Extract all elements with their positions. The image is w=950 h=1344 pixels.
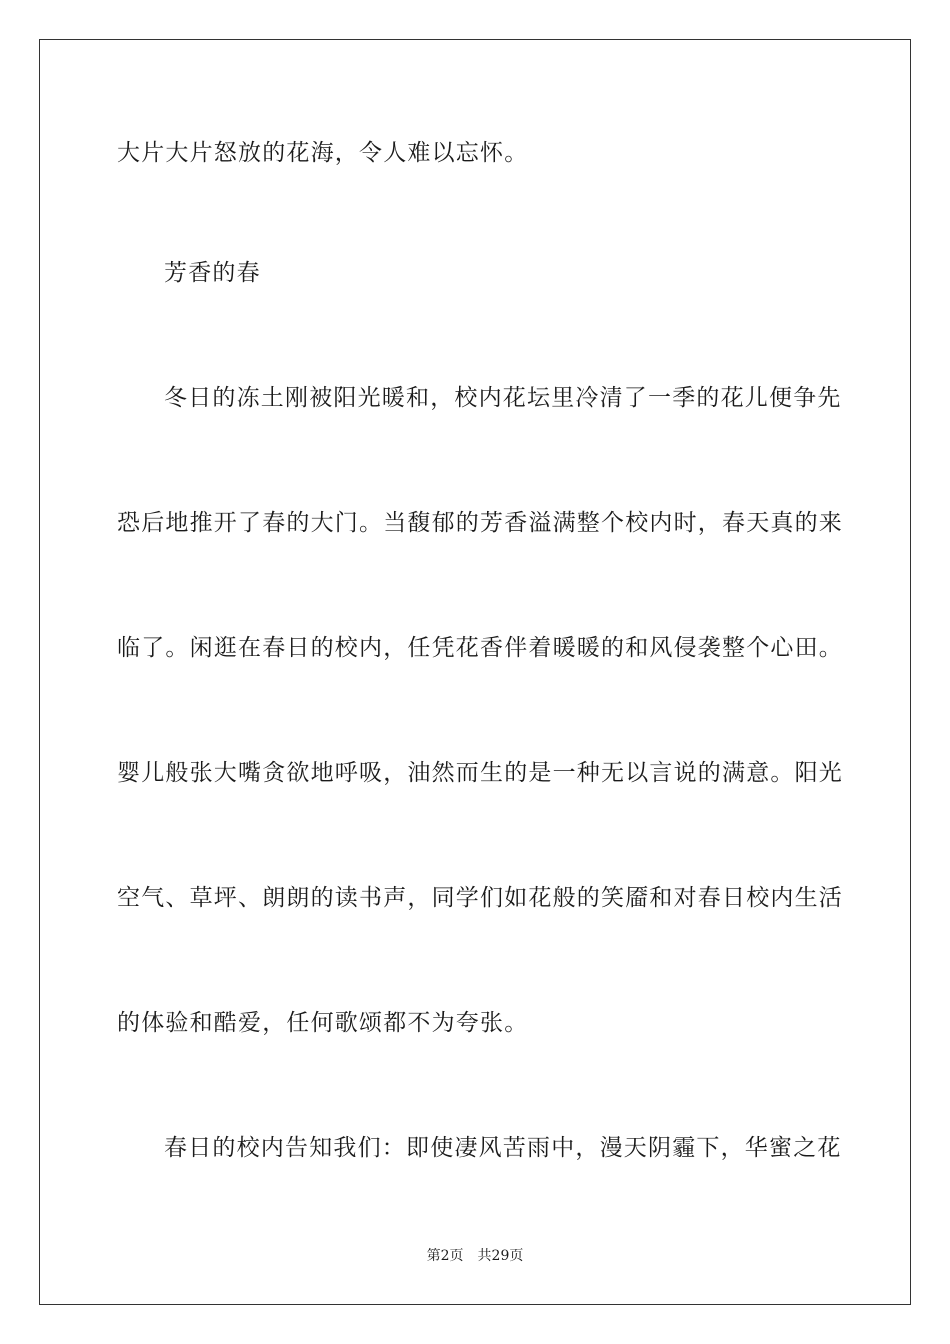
section-heading: 芳香的春 xyxy=(164,260,261,286)
page-frame xyxy=(39,39,911,1305)
text-line: 婴儿般张大嘴贪欲地呼吸，油然而生的是一种无以言说的满意。阳光 xyxy=(117,760,843,786)
text-line: 恐后地推开了春的大门。当馥郁的芳香溢满整个校内时，春天真的来 xyxy=(117,510,843,536)
text-line: 空气、草坪、朗朗的读书声，同学们如花般的笑靥和对春日校内生活 xyxy=(117,885,843,911)
text-line: 的体验和酷爱，任何歌颂都不为夸张。 xyxy=(117,1010,529,1036)
text-line: 冬日的冻土刚被阳光暖和，校内花坛里冷清了一季的花儿便争先 xyxy=(164,385,842,411)
text-line: 大片大片怒放的花海，令人难以忘怀。 xyxy=(117,140,529,166)
page-total: 共29页 xyxy=(477,1248,524,1264)
text-line: 春日的校内告知我们：即使凄风苦雨中，漫天阴霾下，华蜜之花 xyxy=(164,1135,842,1161)
page-number: 第2页 xyxy=(426,1248,464,1264)
text-line: 临了。闲逛在春日的校内，任凭花香伴着暖暖的和风侵袭整个心田。 xyxy=(117,635,843,661)
page-footer xyxy=(0,1246,950,1266)
